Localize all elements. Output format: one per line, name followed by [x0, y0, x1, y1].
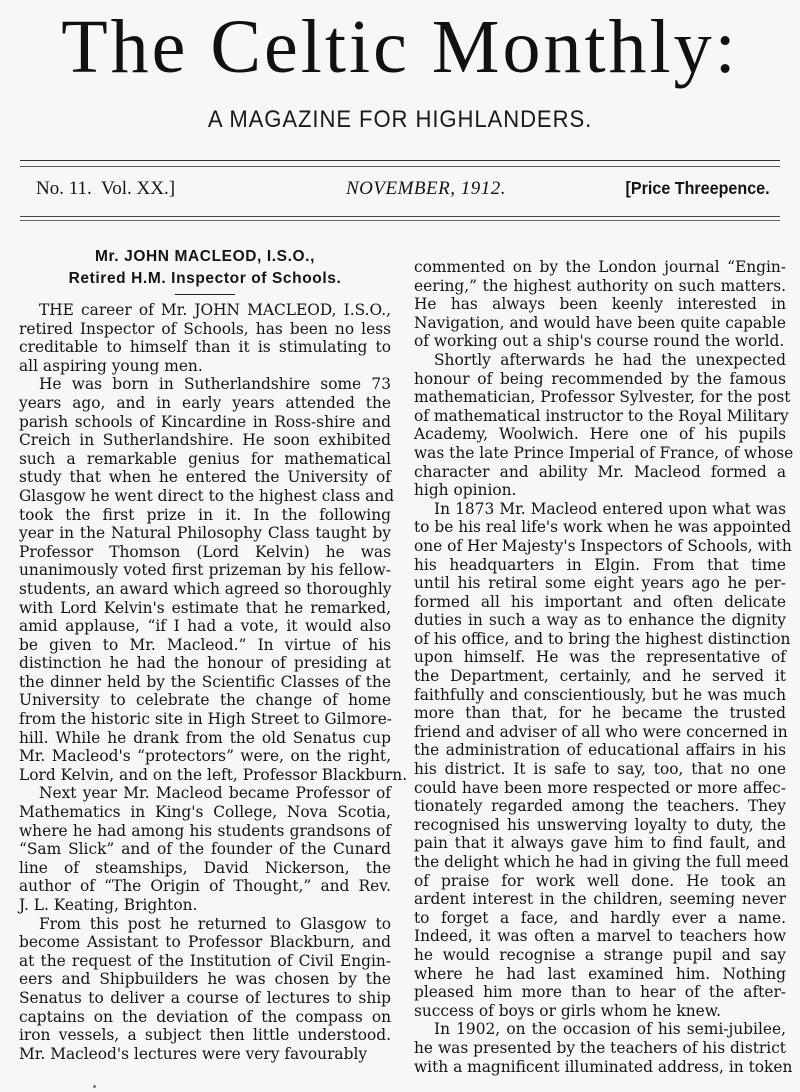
print-speck: [93, 1085, 96, 1088]
article-paragraph: [19, 375, 408, 784]
text-line: until his retiral some eight years ago he per-: [414, 574, 786, 593]
issue-volume-prefix: Vol.: [100, 178, 132, 199]
text-line: honour of being recommended by the famous: [414, 369, 786, 388]
text-line: Creich in Sutherlandshire. He soon exhibited: [19, 431, 391, 450]
issue-number-volume: [36, 178, 175, 200]
text-line: University to celebrate the change of home: [19, 691, 391, 710]
text-line: Glasgow he went direct to the highest class and: [19, 486, 395, 505]
text-line: character and ability Mr. Macleod formed a: [414, 462, 786, 481]
text-line: Next year Mr. Macleod became Professor of: [39, 784, 391, 803]
text-line: Academy, Woolwich. Here one of his pupils: [414, 425, 786, 444]
article-paragraph: [414, 258, 786, 351]
text-line: of working out a ship's course round the world.: [414, 332, 785, 351]
text-line: pain that it always gave him to find fault, and: [414, 834, 786, 853]
issue-volume: XX.]: [136, 178, 176, 199]
text-line: Mr. Macleod's lectures were very favourably: [19, 1044, 368, 1063]
magazine-subtitle: A MAGAZINE FOR HIGHLANDERS.: [207, 106, 593, 133]
text-line: “Sam Slick” and of the founder of the Cunard: [19, 840, 391, 859]
issue-number: 11.: [68, 178, 92, 199]
text-line: Shortly afterwards he had the unexpected: [434, 350, 786, 369]
text-line: to forget a face, and hardly ever a name.: [414, 908, 786, 927]
article-paragraph: [414, 350, 794, 500]
text-line: In 1873 Mr. Macleod entered upon what was: [434, 499, 786, 518]
text-line: where he had last examined him. Nothing: [414, 964, 786, 983]
text-line: the dinner held by the Scientific Classes of the: [19, 672, 391, 691]
text-line: pleased him more than to hear of the after-: [414, 983, 786, 1002]
text-line: was the late Prince Imperial of France, of whose: [414, 443, 794, 462]
headline-divider: [175, 294, 235, 295]
text-line: iron vessels, a subject then little understood.: [19, 1026, 391, 1045]
text-line: all aspiring young men.: [19, 356, 203, 375]
text-line: upon himself. He was the representative of: [414, 648, 786, 667]
text-line: line of steamships, David Nickerson, the: [19, 858, 391, 877]
text-line: the Department, certainly, and he served it: [414, 667, 786, 686]
issue-number-prefix: No.: [36, 178, 64, 199]
text-line: study that when he entered the University of: [19, 468, 391, 487]
magazine-title: The Celtic Monthly:: [61, 5, 739, 89]
text-line: he was presented by the teachers of his district: [414, 1038, 786, 1057]
text-line: Mr. Macleod's “protectors” were, on the right,: [19, 747, 391, 766]
text-line: tionately regarded among the teachers. They: [414, 797, 786, 816]
text-line: recognised his unswerving loyalty to duty, the: [414, 815, 786, 834]
right-column-body: [414, 258, 794, 1076]
text-line: the administration of educational affairs in his: [414, 741, 786, 760]
issue-price: [Price Threepence.: [625, 178, 770, 198]
article-column-left: [19, 246, 408, 1063]
text-line: amid applause, “if I had a vote, it would also: [19, 617, 391, 636]
text-line: From this post he returned to Glasgow to: [39, 914, 391, 933]
left-column-body: [19, 301, 408, 1063]
article-paragraph: [414, 1020, 793, 1076]
header-rule-bottom: [20, 216, 780, 221]
text-line: he would recognise a strange pupil and say: [414, 945, 786, 964]
issue-info-line: [36, 178, 770, 208]
text-line: THE career of Mr. JOHN MACLEOD, I.S.O.,: [39, 301, 391, 319]
article-headline-line2: Retired H.M. Inspector of Schools.: [68, 270, 342, 287]
text-line: more than that, for he became the trusted: [414, 704, 786, 723]
text-line: commented on by the London journal “Engin-: [414, 258, 786, 276]
text-line: students, an award which agreed so thoroughly: [19, 579, 392, 598]
text-line: with a magnificent illuminated address, in token: [414, 1057, 793, 1076]
text-line: his headquarters in Elgin. From that time: [414, 555, 786, 574]
text-line: of mathematical instructor to the Royal Military: [414, 406, 789, 425]
text-line: become Assistant to Professor Blackburn, and: [19, 933, 391, 952]
text-line: year in the Natural Philosophy Class taught by: [19, 524, 391, 543]
text-line: Navigation, and would have been quite capable: [414, 313, 786, 332]
text-line: J. L. Keating, Brighton.: [19, 896, 198, 914]
text-line: Indeed, it was often a marvel to teachers how: [414, 927, 786, 946]
text-line: captains on the deviation of the compass on: [19, 1007, 391, 1026]
text-line: ardent interest in the children, seeming never: [414, 890, 786, 909]
article-paragraph: [19, 915, 391, 1064]
text-line: could have been more respected or more affec-: [414, 778, 786, 797]
text-line: Senatus to deliver a course of lectures to ship: [19, 988, 391, 1007]
article-headline-line1: Mr. JOHN MACLEOD, I.S.O.,: [95, 248, 315, 265]
article-column-right: [414, 258, 794, 1076]
text-line: author of “The Origin of Thought,” and Rev.: [19, 877, 391, 896]
text-line: unanimously voted first prizeman by his fellow-: [19, 561, 391, 580]
text-line: Mathematics in King's College, Nova Scotia,: [19, 803, 391, 822]
text-line: He was born in Sutherlandshire some 73: [39, 375, 391, 394]
text-line: years ago, and in early years attended the: [19, 393, 391, 412]
text-line: In 1902, on the occasion of his semi-jubilee,: [434, 1020, 786, 1039]
text-line: mathematician, Professor Sylvester, for the post: [414, 388, 791, 407]
issue-date: NOVEMBER, 1912.: [346, 178, 507, 199]
text-line: to be his real life's work when he was appointed: [414, 518, 792, 537]
text-line: eers and Shipbuilders he was chosen by the: [19, 970, 391, 989]
article-paragraph: [19, 301, 391, 375]
header-rule-top: [20, 160, 780, 167]
text-line: from the historic site in High Street to Gilmore-: [19, 710, 392, 729]
text-line: faithfully and conscientiously, but he was much: [414, 685, 786, 704]
text-line: duties in such a way as to enhance the dignity: [414, 611, 786, 630]
text-line: Lord Kelvin, and on the left, Professor Blackburn.: [19, 765, 408, 784]
text-line: one of Her Majesty's Inspectors of Schools, with: [414, 536, 792, 555]
article-paragraph: [19, 784, 391, 914]
text-line: creditable to himself than it is stimulating to: [19, 338, 391, 357]
text-line: formed all his important and often delicate: [414, 592, 786, 611]
text-line: distinction he had the honour of presiding at: [19, 654, 391, 673]
text-line: of his office, and to bring the highest distinction: [414, 629, 791, 648]
text-line: friend and adviser of all who were concerned in: [414, 722, 788, 741]
text-line: such a remarkable genius for mathematical: [19, 449, 391, 468]
text-line: hill. While he drank from the old Senatus cup: [19, 728, 391, 747]
text-line: success of boys or girls whom he knew.: [414, 1001, 722, 1020]
text-line: parish schools of Kincardine in Ross-shire and: [19, 412, 391, 431]
text-line: of praise for work well done. He took an: [414, 871, 786, 890]
text-line: at the request of the Institution of Civil Engin-: [19, 951, 391, 970]
article-paragraph: [414, 499, 792, 1021]
text-line: his district. It is safe to say, too, that no one: [414, 760, 786, 779]
text-line: the delight which he had in giving the full meed: [414, 853, 789, 871]
text-line: eering,” the highest authority on such matters.: [414, 276, 786, 295]
text-line: with Lord Kelvin's estimate that he remarked,: [19, 598, 391, 617]
text-line: be given to Mr. Macleod.” In virtue of his: [19, 635, 391, 654]
text-line: retired Inspector of Schools, has been no less: [19, 319, 391, 338]
text-line: where he had among his students grandsons of: [19, 821, 391, 840]
text-line: Professor Thomson (Lord Kelvin) he was: [19, 542, 391, 561]
text-line: high opinion.: [414, 481, 517, 500]
text-line: He has always been keenly interested in: [414, 295, 786, 314]
text-line: took the first prize in it. In the following: [19, 505, 391, 524]
